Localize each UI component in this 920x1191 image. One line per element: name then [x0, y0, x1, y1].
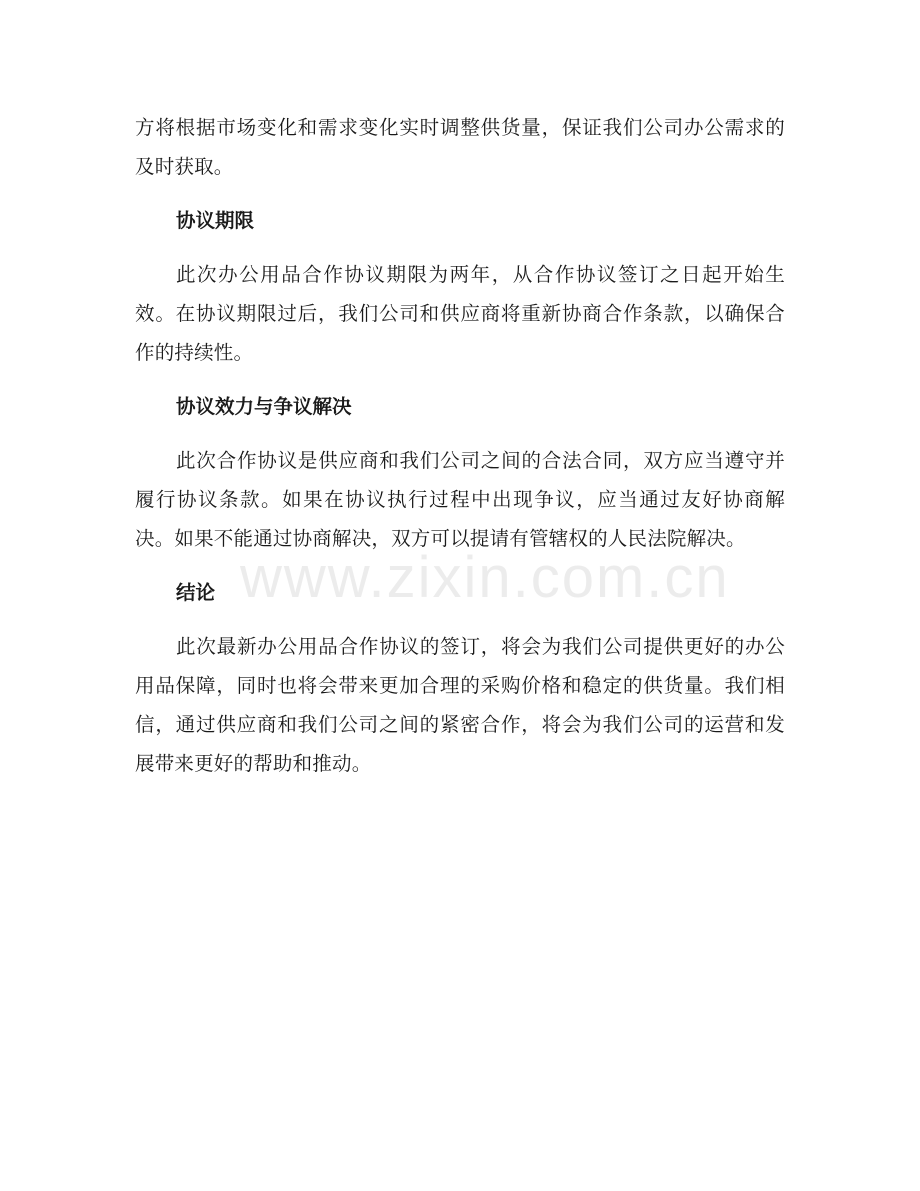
- watermark: www.zixin.com.cn: [240, 545, 730, 610]
- section-body-conclusion: 此次最新办公用品合作协议的签订，将会为我们公司提供更好的办公用品保障，同时也将会带来更加合理的采购价格和稳定的供货量。我们相信，通过供应商和我们公司之间的紧密合作，将会为我们公司的运营和发展带来更好的帮助和推动。: [135, 635, 785, 775]
- section-heading-agreement-term: 协议期限: [176, 209, 255, 232]
- section-body-validity-dispute: 此次合作协议是供应商和我们公司之间的合法合同，双方应当遵守并履行协议条款。如果在协议执行过程中出现争议，应当通过友好协商解决。如果不能通过协商解决，双方可以提请有管辖权的人民法院解决。: [135, 449, 785, 550]
- paragraph-continuation: 方将根据市场变化和需求变化实时调整供货量，保证我们公司办公需求的及时获取。: [135, 116, 785, 178]
- section-heading-validity-dispute: 协议效力与争议解决: [176, 395, 352, 418]
- document-body: [135, 108, 785, 783]
- section-heading-conclusion: 结论: [176, 581, 216, 604]
- section-body-agreement-term: 此次办公用品合作协议期限为两年，从合作协议签订之日起开始生效。在协议期限过后，我们公司和供应商将重新协商合作条款，以确保合作的持续性。: [135, 263, 785, 364]
